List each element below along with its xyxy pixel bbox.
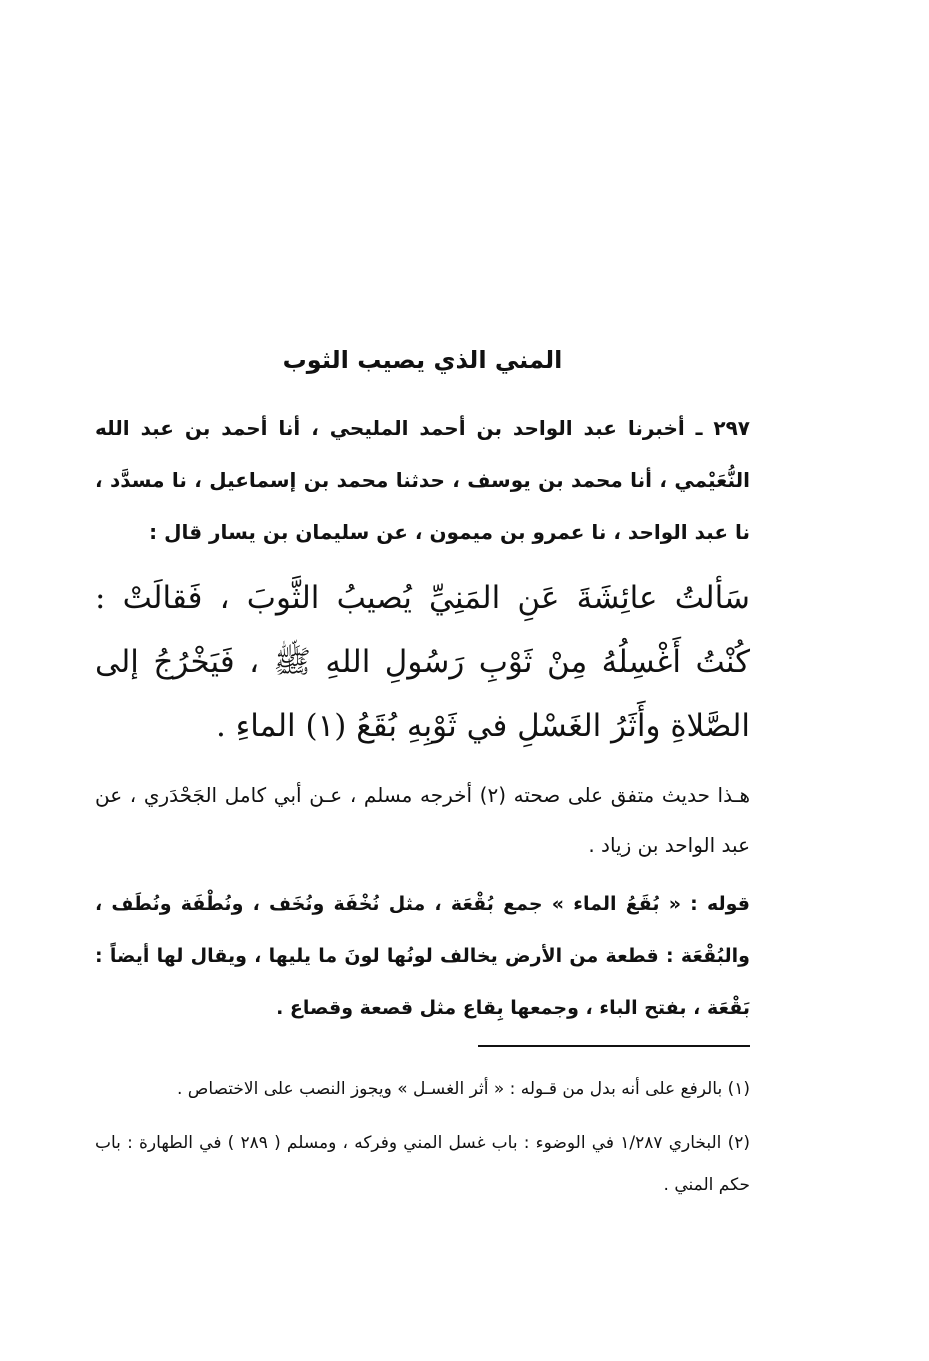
footnote-2: (٢) البخاري ١/٢٨٧ في الوضوء : باب غسل المني وفركه ، ومسلم ( ٢٨٩ ) في الطهارة : باب حكم المني . (95, 1133, 750, 1195)
grading-paragraph (95, 770, 750, 870)
footnote-separator (478, 1045, 750, 1047)
commentary-paragraph (95, 878, 750, 1034)
hadith-text-paragraph (95, 566, 750, 758)
hadith-chain-text: ٢٩٧ ـ أخبرنا عبد الواحد بن أحمد المليحي ، أنا أحمد بن عبد الله النُّعَيْمي ، أنا محمد بن يوسف ، حدثنا محمد بن إسماعيل ، نا مسدَّد ، نا عبد الواحد ، نا عمرو بن ميمون ، عن سليمان بن يسار قال : (95, 416, 750, 544)
grading-text: هـذا حديث متفق على صحته (٢) أخرجه مسلم ، عـن أبي كامل الجَحْدَري ، عن عبد الواحد بن زياد . (95, 783, 750, 857)
section-heading: المني الذي يصيب الثوب (282, 346, 563, 374)
hadith-chain-paragraph (95, 402, 750, 558)
footnotes (95, 1068, 750, 1218)
hadith-main-text: سَألتُ عائِشَةَ عَنِ المَنِيِّ يُصيبُ الثَّوبَ ، فَقالَتْ : كُنْتُ أَغْسِلُهُ مِنْ ثَوْبِ رَسُولِ اللهِ ﷺ ، فَيَخْرُجُ إلى الصَّلاةِ وأَثَرُ الغَسْلِ في ثَوْبِهِ بُقَعُ (١) الماءِ . (95, 580, 750, 744)
footnote-1: (١) بالرفع على أنه بدل من قـوله : « أثر الغسـل » ويجوز النصب على الاختصاص . (176, 1079, 750, 1099)
commentary-text: قوله : « بُقَعُ الماء » جمع بُقْعَة ، مثل نُخْفَة ونُخَف ، ونُطْفَة ونُطَف ، والبُقْعَة : قطعة من الأرض يخالف لونُها لونَ ما يليها ، ويقال لها أيضاً : بَقْعَة ، بفتح الباء ، وجمعها بِقاع مثل قصعة وقصاع . (95, 893, 750, 1019)
